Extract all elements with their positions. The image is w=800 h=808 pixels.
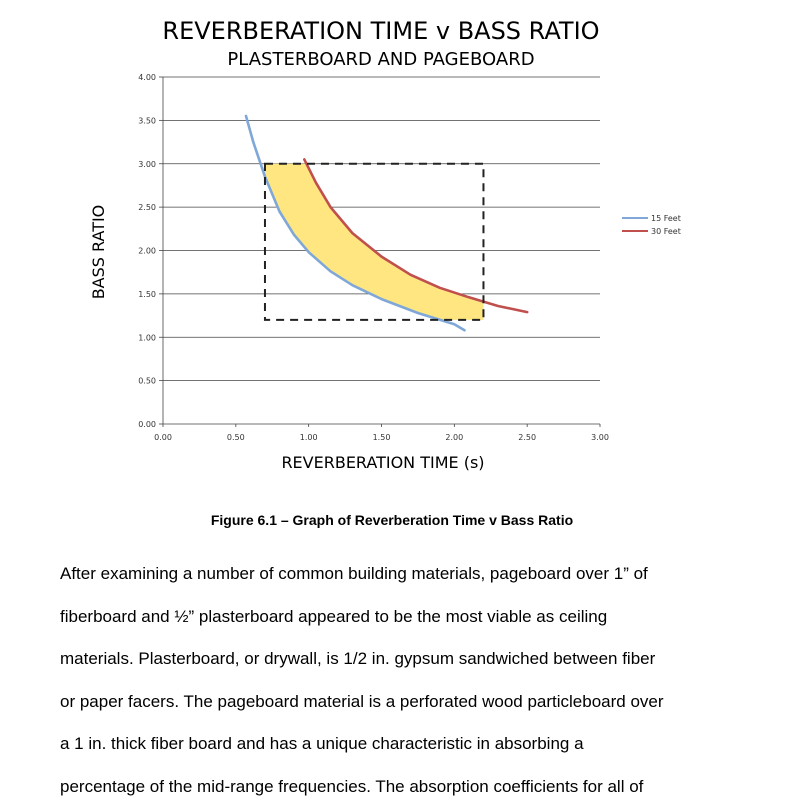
y-tick-label: 0.50 [138,377,156,386]
legend [622,214,681,236]
body-line: or paper facers. The pageboard material is a perforated wood particleboard over [60,681,770,724]
y-tick-label: 2.00 [138,247,156,256]
body-line: a 1 in. thick fiber board and has a unique characteristic in absorbing a [60,723,770,766]
legend-label: 15 Feet [651,214,681,223]
plot-area [138,73,609,442]
x-tick-label: 1.00 [300,433,318,442]
x-tick-label: 2.00 [445,433,463,442]
chart-subtitle: PLASTERBOARD AND PAGEBOARD [227,49,534,70]
y-tick-label: 1.00 [138,333,156,342]
x-tick-label: 3.00 [591,433,609,442]
chart-title: REVERBERATION TIME v BASS RATIO [162,17,599,45]
legend-label: 30 Feet [651,227,681,236]
figure-caption: Figure 6.1 – Graph of Reverberation Time v Bass Ratio [0,512,784,528]
body-line: After examining a number of common building materials, pageboard over 1” of [60,553,770,596]
body-paragraph [60,553,770,808]
x-tick-label: 0.50 [227,433,245,442]
x-axis-label: REVERBERATION TIME (s) [281,453,484,472]
y-axis-label: BASS RATIO [89,205,108,300]
x-tick-label: 2.50 [518,433,536,442]
body-line: materials. Plasterboard, or drywall, is 1/2 in. gypsum sandwiched between fiber [60,638,770,681]
x-tick-label: 1.50 [373,433,391,442]
body-line: percentage of the mid-range frequencies. The absorption coefficients for all of [60,766,770,808]
y-tick-label: 3.00 [138,160,156,169]
body-line: fiberboard and ½” plasterboard appeared to be the most viable as ceiling [60,596,770,639]
y-tick-label: 3.50 [138,116,156,125]
x-tick-label: 0.00 [154,433,172,442]
y-tick-label: 1.50 [138,290,156,299]
y-tick-label: 4.00 [138,73,156,82]
y-tick-label: 0.00 [138,420,156,429]
y-tick-label: 2.50 [138,203,156,212]
